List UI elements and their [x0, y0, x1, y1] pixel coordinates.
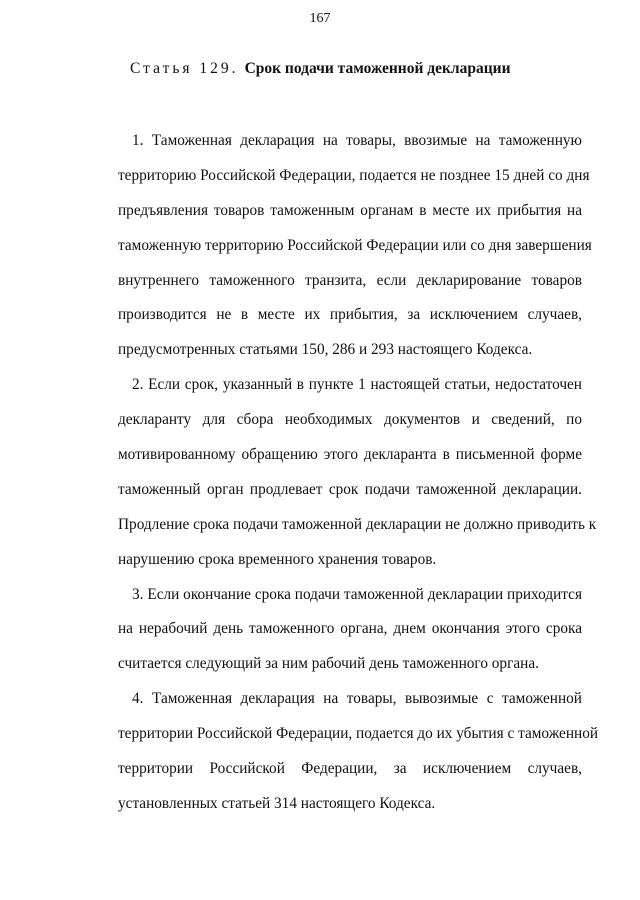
article-heading — [130, 60, 511, 78]
text-line: мотивированному обращению этого декларанта в письменной форме — [118, 446, 582, 464]
text-line: считается следующий за ним рабочий день таможенного органа. — [118, 655, 539, 673]
text-line: предъявления товаров таможенным органам в месте их прибытия на — [118, 201, 582, 219]
text-line: территории Российской Федерации, за исключением случаев, — [118, 760, 582, 778]
text-line: на нерабочий день таможенного органа, днем окончания этого срока — [118, 620, 582, 638]
paragraph-2 — [118, 368, 597, 577]
text-line: 1. Таможенная декларация на товары, ввозимые на таможенную — [132, 132, 582, 149]
article-title: Срок подачи таможенной декларации — [244, 60, 511, 77]
text-line: нарушению срока временного хранения товаров. — [118, 550, 437, 568]
text-line: таможенный орган продлевает срок подачи таможенной декларации. — [118, 480, 582, 498]
paragraph-3 — [118, 578, 582, 683]
article-label: Статья 129. — [130, 60, 239, 77]
text-line: внутреннего таможенного транзита, если декларирование товаров — [118, 271, 582, 289]
text-line: установленных статьей 314 настоящего Кодекса. — [118, 794, 436, 812]
paragraph-4 — [118, 682, 599, 822]
text-line: предусмотренных статьями 150, 286 и 293 настоящего Кодекса. — [118, 341, 533, 359]
text-line: таможенную территорию Российской Федерации или со дня завершения — [118, 236, 592, 254]
text-line: декларанту для сбора необходимых документов и сведений, по — [118, 411, 582, 429]
text-line: 4. Таможенная декларация на товары, вывозимые с таможенной — [132, 690, 582, 708]
paragraph-1 — [118, 124, 592, 368]
text-line: территорию Российской Федерации, подается не позднее 15 дней со дня — [118, 166, 590, 184]
text-line: Продление срока подачи таможенной декларации не должно приводить к — [118, 515, 597, 533]
page-number: 167 — [309, 11, 331, 26]
text-line: 3. Если окончание срока подачи таможенной декларации приходится — [132, 585, 582, 603]
text-line: производится не в месте их прибытия, за исключением случаев, — [118, 306, 582, 324]
article-body — [118, 124, 599, 822]
text-line: 2. Если срок, указанный в пункте 1 настоящей статьи, недостаточен — [132, 376, 582, 394]
text-line: территории Российской Федерации, подается до их убытия с таможенной — [118, 725, 599, 743]
